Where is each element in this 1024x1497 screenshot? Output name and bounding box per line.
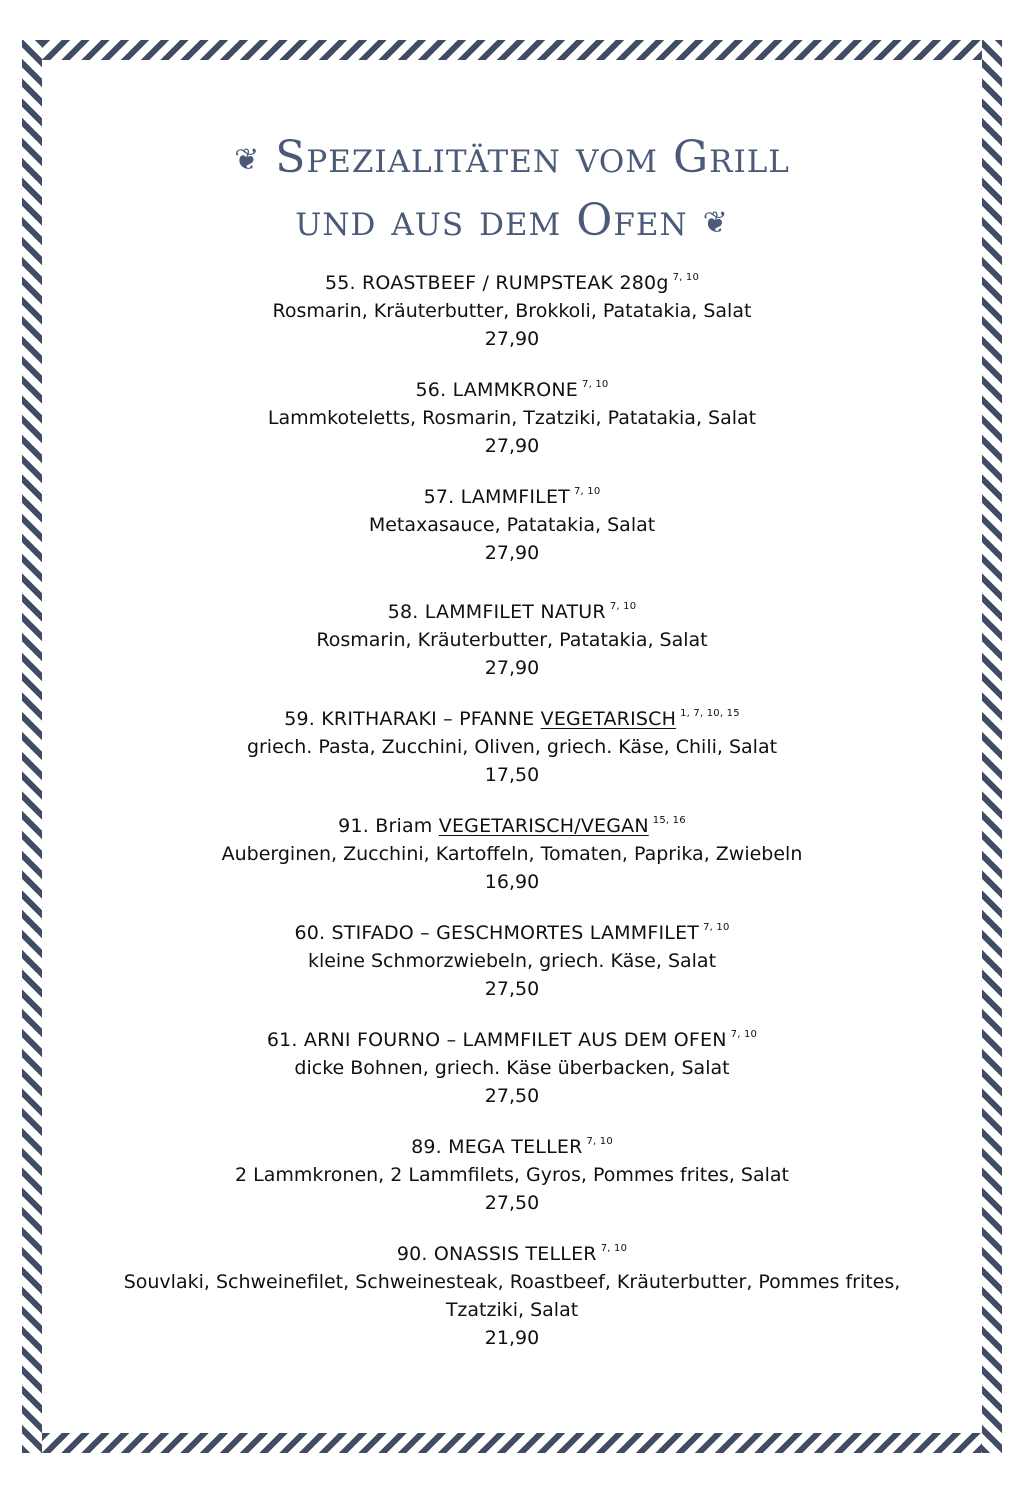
item-price: 21,90 bbox=[484, 1327, 540, 1349]
item-allergens: 7, 10 bbox=[730, 1029, 758, 1040]
item-description: Rosmarin, Kräuterbutter, Brokkoli, Patatakia, Salat bbox=[272, 300, 752, 322]
item-allergens: 7, 10 bbox=[582, 379, 609, 390]
item-name: 55. ROASTBEEF / RUMPSTEAK 280g bbox=[324, 272, 669, 294]
item-name-line bbox=[80, 593, 944, 626]
menu-item bbox=[80, 1128, 944, 1217]
menu-item bbox=[80, 478, 944, 567]
item-description: Lammkoteletts, Rosmarin, Tzatziki, Patatakia, Salat bbox=[267, 407, 757, 429]
menu-item bbox=[80, 1235, 944, 1352]
item-name: 59. KRITHARAKI – PFANNE bbox=[284, 708, 535, 730]
item-name: 58. LAMMFILET NATUR bbox=[387, 601, 606, 623]
item-description: dicke Bohnen, griech. Käse überbacken, Salat bbox=[294, 1057, 730, 1079]
item-vegan-tag: VEGETARISCH/VEGAN bbox=[438, 815, 649, 837]
menu-item bbox=[80, 264, 944, 353]
decorative-border-left bbox=[22, 40, 42, 1453]
item-description: kleine Schmorzwiebeln, griech. Käse, Salat bbox=[307, 950, 717, 972]
item-allergens: 1, 7, 10, 15 bbox=[680, 708, 740, 719]
title-text-1: Spezialitäten vom Grill bbox=[275, 132, 790, 183]
item-description: 2 Lammkronen, 2 Lammfilets, Gyros, Pommes frites, Salat bbox=[235, 1164, 789, 1186]
menu-page bbox=[80, 0, 944, 1497]
title-line-2 bbox=[80, 191, 944, 254]
item-price: 27,50 bbox=[484, 1085, 540, 1107]
menu-item bbox=[80, 371, 944, 460]
item-name-line bbox=[80, 1021, 944, 1054]
item-allergens: 7, 10 bbox=[609, 601, 637, 612]
item-name-line bbox=[80, 1128, 944, 1161]
item-description: Souvlaki, Schweinefilet, Schweinesteak, Roastbeef, Kräuterbutter, Pommes frites, bbox=[123, 1271, 901, 1293]
item-price: 27,90 bbox=[484, 328, 540, 350]
item-description: griech. Pasta, Zucchini, Oliven, griech. Käse, Chili, Salat bbox=[246, 736, 778, 758]
menu-item bbox=[80, 593, 944, 682]
title-line-1 bbox=[80, 128, 944, 191]
title-text-2: und aus dem Ofen bbox=[295, 194, 688, 246]
item-description-line-2: Tzatziki, Salat bbox=[445, 1299, 579, 1321]
item-price: 27,50 bbox=[484, 978, 540, 1000]
item-allergens: 7, 10 bbox=[586, 1136, 613, 1147]
menu-list bbox=[80, 264, 944, 1352]
item-name: 91. Briam bbox=[338, 815, 433, 837]
item-description: Auberginen, Zucchini, Kartoffeln, Tomaten, Paprika, Zwiebeln bbox=[221, 843, 803, 865]
item-price: 27,90 bbox=[484, 542, 540, 564]
item-allergens: 7, 10 bbox=[672, 272, 700, 283]
menu-item bbox=[80, 914, 944, 1003]
item-price: 27,90 bbox=[484, 657, 540, 679]
item-name-line bbox=[80, 914, 944, 947]
item-name: 56. LAMMKRONE bbox=[415, 379, 579, 401]
item-name-line bbox=[80, 478, 944, 511]
flourish-right-icon: ❦ bbox=[702, 205, 729, 240]
item-price: 16,90 bbox=[484, 871, 540, 893]
item-price: 27,50 bbox=[484, 1192, 540, 1214]
item-name-line bbox=[80, 371, 944, 404]
flourish-left-icon: ❦ bbox=[234, 142, 261, 178]
menu-item bbox=[80, 700, 944, 789]
item-name: 89. MEGA TELLER bbox=[411, 1136, 583, 1158]
item-name-line bbox=[80, 807, 944, 840]
menu-item bbox=[80, 1021, 944, 1110]
item-name-line bbox=[80, 264, 944, 297]
item-name: 61. ARNI FOURNO – LAMMFILET AUS DEM OFEN bbox=[266, 1029, 727, 1051]
menu-item bbox=[80, 807, 944, 896]
item-name: 57. LAMMFILET bbox=[423, 486, 570, 508]
item-allergens: 15, 16 bbox=[652, 815, 686, 826]
page-title bbox=[80, 128, 944, 253]
item-name-line bbox=[80, 1235, 944, 1268]
decorative-border-right bbox=[982, 40, 1002, 1453]
item-name: 90. ONASSIS TELLER bbox=[396, 1243, 597, 1265]
item-vegetarian-tag: VEGETARISCH bbox=[540, 708, 677, 730]
item-description: Rosmarin, Kräuterbutter, Patatakia, Salat bbox=[316, 629, 708, 651]
item-price: 17,50 bbox=[484, 764, 540, 786]
item-name-line bbox=[80, 700, 944, 733]
item-description: Metaxasauce, Patatakia, Salat bbox=[368, 514, 656, 536]
item-name: 60. STIFADO – GESCHMORTES LAMMFILET bbox=[294, 922, 700, 944]
item-allergens: 7, 10 bbox=[703, 922, 730, 933]
item-price: 27,90 bbox=[484, 435, 540, 457]
item-allergens: 7, 10 bbox=[573, 486, 601, 497]
item-allergens: 7, 10 bbox=[600, 1243, 628, 1254]
